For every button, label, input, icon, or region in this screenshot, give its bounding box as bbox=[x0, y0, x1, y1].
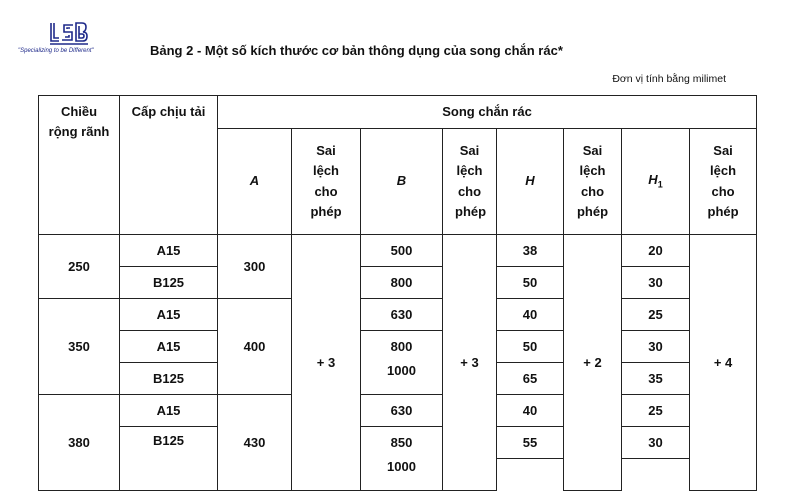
tol-b-cell: + 3 bbox=[443, 235, 497, 491]
h1-cell: 25 bbox=[622, 299, 690, 331]
header-h: H bbox=[497, 129, 564, 235]
h1-cell: 20 bbox=[622, 235, 690, 267]
header-grate-group: Song chắn rác bbox=[218, 96, 757, 129]
b-cell: 630 bbox=[361, 299, 443, 331]
h1-cell bbox=[622, 459, 690, 491]
header-slot-width: Chiều rộng rãnh bbox=[39, 96, 120, 235]
tol-h-cell: + 2 bbox=[564, 235, 622, 491]
h-cell: 40 bbox=[497, 299, 564, 331]
h-cell: 65 bbox=[497, 363, 564, 395]
h-cell: 50 bbox=[497, 267, 564, 299]
load-cell: B125 bbox=[120, 427, 218, 491]
header-b: B bbox=[361, 129, 443, 235]
load-cell: B125 bbox=[120, 267, 218, 299]
a-cell: 400 bbox=[218, 299, 292, 395]
h1-cell: 30 bbox=[622, 331, 690, 363]
table-row bbox=[39, 427, 757, 459]
lsb-logo-mark bbox=[49, 22, 89, 46]
h-cell bbox=[497, 459, 564, 491]
b-cell bbox=[361, 331, 443, 395]
b-cell: 800 bbox=[361, 267, 443, 299]
load-cell: A15 bbox=[120, 395, 218, 427]
width-cell: 250 bbox=[39, 235, 120, 299]
load-cell: A15 bbox=[120, 299, 218, 331]
tol-a-cell: + 3 bbox=[292, 235, 361, 491]
a-cell: 300 bbox=[218, 235, 292, 299]
h1-cell: 30 bbox=[622, 267, 690, 299]
logo-tagline: "Specializing to be Different" bbox=[18, 48, 94, 54]
header-load-class: Cấp chịu tải bbox=[120, 96, 218, 235]
b-cell bbox=[361, 427, 443, 491]
b-value: 800 bbox=[390, 339, 413, 354]
load-cell: A15 bbox=[120, 235, 218, 267]
load-cell: B125 bbox=[120, 363, 218, 395]
header-tol-b: Sai lệch cho phép bbox=[443, 129, 497, 235]
b-value: 1000 bbox=[387, 459, 416, 475]
h-cell: 50 bbox=[497, 331, 564, 363]
h1-cell: 25 bbox=[622, 395, 690, 427]
table-title: Bảng 2 - Một số kích thước cơ bản thông dụng của song chắn rác* bbox=[150, 43, 563, 58]
table-row bbox=[39, 395, 757, 427]
h1-cell: 30 bbox=[622, 427, 690, 459]
b-cell: 500 bbox=[361, 235, 443, 267]
header-tol-h1: Sai lệch cho phép bbox=[690, 129, 757, 235]
b-value: 1000 bbox=[387, 363, 416, 379]
h-cell: 38 bbox=[497, 235, 564, 267]
table-row bbox=[39, 267, 757, 299]
table-row bbox=[39, 299, 757, 331]
company-logo bbox=[18, 22, 128, 54]
load-cell: A15 bbox=[120, 331, 218, 363]
dimensions-table bbox=[38, 95, 757, 491]
b-cell: 630 bbox=[361, 395, 443, 427]
header-tol-h: Sai lệch cho phép bbox=[564, 129, 622, 235]
tol-h1-cell: + 4 bbox=[690, 235, 757, 491]
h-cell: 40 bbox=[497, 395, 564, 427]
table-row bbox=[39, 331, 757, 363]
unit-note: Đơn vị tính bằng milimet bbox=[612, 73, 726, 85]
h-cell: 55 bbox=[497, 427, 564, 459]
header-tol-a: Sai lệch cho phép bbox=[292, 129, 361, 235]
h1-cell: 35 bbox=[622, 363, 690, 395]
table-row bbox=[39, 235, 757, 267]
b-value: 850 bbox=[390, 435, 413, 450]
width-cell: 350 bbox=[39, 299, 120, 395]
header-a: A bbox=[218, 129, 292, 235]
width-cell: 380 bbox=[39, 395, 120, 491]
header-h1: $H_1$ bbox=[622, 129, 690, 235]
a-cell: 430 bbox=[218, 395, 292, 491]
